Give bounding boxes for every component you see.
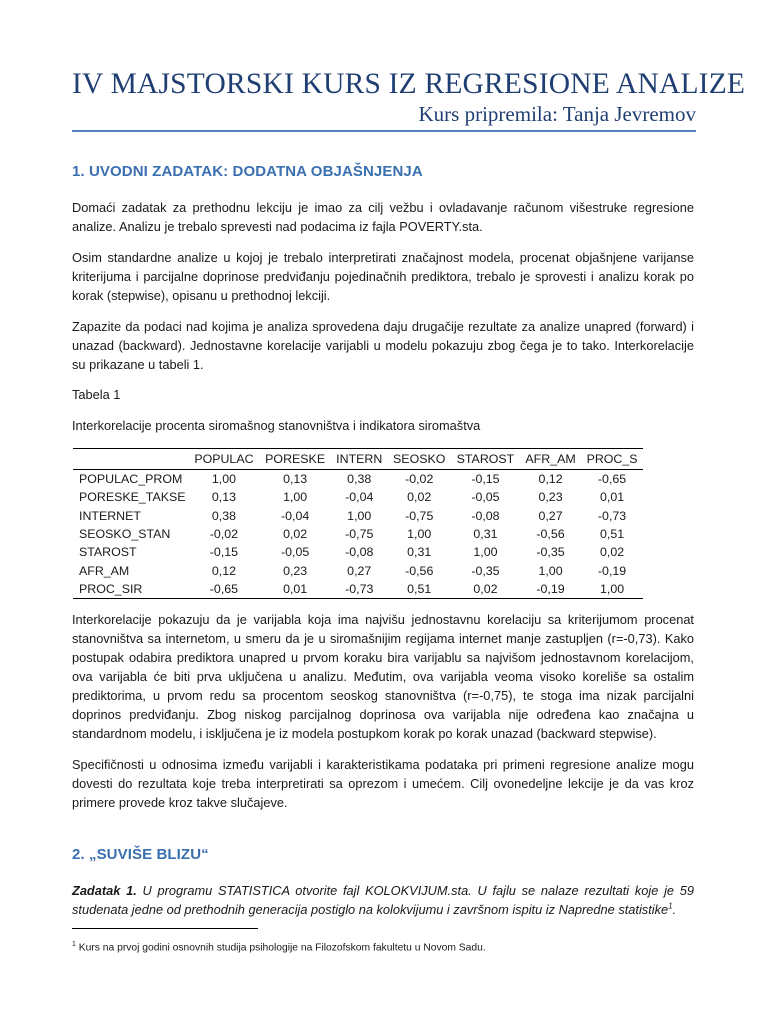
task-text: U programu STATISTICA otvorite fajl KOLOKVIJUM.sta. U fajlu se nalaze rezultati koje je 59 studenata jedne od prethodnih generacija postiglo na kolokvijumu i završnom ispitu iz Napredne statistike: [72, 883, 695, 917]
header-divider: [72, 130, 696, 132]
column-header: AFR_AM: [520, 449, 581, 470]
table-cell: 0,12: [538, 472, 563, 487]
table-cell: 0,51: [599, 527, 625, 542]
row-label: PORESKE_TAKSE: [79, 490, 186, 505]
row-label: STAROST: [79, 545, 137, 560]
correlation-table: [73, 448, 643, 599]
section-1-heading: 1. UVODNI ZADATAK: DODATNA OBJAŠNJENJA: [72, 163, 423, 180]
table-cell: 0,23: [283, 563, 308, 578]
table-cell: 0,12: [211, 563, 236, 578]
table-cell: -0,15: [471, 472, 500, 487]
document-title: IV MAJSTORSKI KURS IZ REGRESIONE ANALIZE: [72, 68, 746, 100]
table-cell: 1,00: [473, 545, 498, 560]
table-cell: -0,73: [597, 508, 627, 523]
table-cell: -0,35: [471, 563, 500, 578]
table-row: [73, 488, 643, 506]
table-label: Tabela 1: [72, 387, 121, 402]
row-label: SEOSKO_STAN: [79, 527, 171, 542]
footnote-reference: 1: [668, 901, 673, 911]
table-cell: -0,35: [536, 545, 565, 560]
footnote-divider: [72, 928, 258, 929]
task-paragraph: [72, 881, 694, 919]
table-cell: 0,13: [211, 490, 236, 505]
table-cell: 0,02: [283, 527, 308, 542]
row-label: POPULAC_PROM: [79, 472, 183, 487]
table-cell: 0,27: [347, 563, 372, 578]
column-header: POPULAC: [189, 449, 260, 470]
table-cell: 1,00: [407, 527, 432, 542]
table-cell: 0,02: [451, 580, 520, 599]
table-cell: -0,05: [281, 545, 310, 560]
table-header-row: [73, 449, 643, 470]
table-cell: 0,38: [211, 508, 236, 523]
table-cell: -0,75: [405, 508, 434, 523]
table-cell: -0,19: [520, 580, 581, 599]
table-cell: 0,02: [599, 545, 625, 560]
task-label: Zadatak 1.: [72, 883, 137, 898]
table-cell: 0,01: [599, 490, 625, 505]
discussion-paragraph-1: Interkorelacije pokazuju da je varijabla koja ima najvišu jednostavnu korelaciju sa kriterijumom procenat stanovništva sa internetom, u smeru da je u siromašnijim regijama internet manje zastupljen (r=-0,73). Kako postupak odabira prediktora unapred u prvom koraku bira varijablu sa najvišom jednostavnom korelacijom, ova varijabla će biti prva uključena u analizu. Međutim, ova varijabla veoma visoko koreliše sa ostalim prediktorima, u prvom redu sa procentom seoskog stanovništva (r=-0,75), te stoga ima nizak parcijalni doprinos predviđanju. Zbog niskog parcijalnog doprinosa ova varijabla nije određena kao značajna u standardnom modelu, i isključena je iz modela postupkom korak po korak unazad (backward stepwise).: [72, 612, 694, 741]
table-row: [73, 470, 643, 489]
table-cell: -0,08: [345, 545, 374, 560]
table-cell: 0,13: [283, 472, 308, 487]
table-cell: -0,65: [189, 580, 260, 599]
table-cell: 0,27: [538, 508, 563, 523]
table-cell: -0,56: [405, 563, 434, 578]
column-header: SEOSKO: [388, 449, 451, 470]
table-cell: 0,23: [538, 490, 563, 505]
intro-paragraph-1: Domaći zadatak za prethodnu lekciju je imao za cilj vežbu i ovladavanje računom višestruke regresione analize. Analizu je trebalo sprevesti nad podacima iz fajla POVERTY.sta.: [72, 200, 694, 234]
table-cell: -0,04: [281, 508, 310, 523]
table-cell: 1,00: [283, 490, 308, 505]
footnote-text: Kurs na prvoj godini osnovnih studija psihologije na Filozofskom fakultetu u Novom Sadu.: [75, 942, 486, 954]
row-label: AFR_AM: [79, 563, 130, 578]
table-cell: -0,73: [331, 580, 388, 599]
table-row: [73, 525, 643, 543]
table-cell: -0,02: [405, 472, 434, 487]
table-cell: -0,75: [345, 527, 374, 542]
table-cell: -0,56: [536, 527, 565, 542]
footnote: [72, 938, 486, 955]
table-cell: -0,05: [471, 490, 500, 505]
table-row: [73, 507, 643, 525]
row-label: PROC_SIR: [73, 580, 189, 599]
table-cell: 0,38: [347, 472, 372, 487]
footnote-mark: 1: [72, 941, 76, 948]
table-cell: 0,51: [388, 580, 451, 599]
table-row: [73, 561, 643, 579]
column-header: INTERN: [331, 449, 388, 470]
table-cell: 0,02: [407, 490, 432, 505]
column-header: [73, 449, 189, 470]
table-cell: -0,08: [471, 508, 500, 523]
table-cell: 1,00: [211, 472, 236, 487]
table-cell: 0,01: [259, 580, 331, 599]
column-header: PROC_S: [581, 449, 643, 470]
discussion-paragraph-2: Specifičnosti u odnosima između varijabli i karakteristikama podataka pri primeni regresione analize mogu dovesti do rezultata koje treba interpretirati sa oprezom i umećem. Cilj ovonedeljne lekcije je da vas kroz primere provede kroz takve slučajeve.: [72, 757, 694, 810]
table-row: [73, 580, 643, 599]
section-2-heading: 2. „SUVIŠE BLIZU“: [72, 846, 209, 863]
table-row: [73, 543, 643, 561]
table-cell: 0,31: [473, 527, 498, 542]
row-label: INTERNET: [79, 508, 141, 523]
intro-paragraph-2: Osim standardne analize u kojoj je trebalo interpretirati značajnost modela, procenat objašnjene varijanse kriterijuma i parcijalne doprinose predviđanju pojedinačnih prediktora, trebalo je sprovesti i analizu korak po korak (stepwise), opisanu u prethodnoj lekciji.: [72, 250, 694, 303]
task-end: .: [672, 902, 677, 917]
table-caption: Interkorelacije procenta siromašnog stanovništva i indikatora siromaštva: [72, 418, 481, 433]
document-subtitle: Kurs pripremila: Tanja Jevremov: [418, 102, 696, 126]
document-header: [72, 66, 746, 126]
table-cell: -0,19: [597, 563, 627, 578]
table-cell: -0,65: [597, 472, 627, 487]
column-header: STAROST: [451, 449, 520, 470]
table-cell: 0,31: [407, 545, 432, 560]
table-cell: -0,02: [209, 527, 239, 542]
intro-paragraph-3: Zapazite da podaci nad kojima je analiza sprovedena daju drugačije rezultate za analize unapred (forward) i unazad (backward). Jednostavne korelacije varijabli u modelu pokazuju zbog čega je to tako. Interkorelacije su prikazane u tabeli 1.: [72, 319, 694, 372]
column-header: PORESKE: [259, 449, 331, 470]
table-cell: 1,00: [347, 508, 372, 523]
table-cell: 1,00: [581, 580, 643, 599]
table-cell: 1,00: [538, 563, 563, 578]
table-cell: -0,04: [345, 490, 374, 505]
table-cell: -0,15: [209, 545, 239, 560]
